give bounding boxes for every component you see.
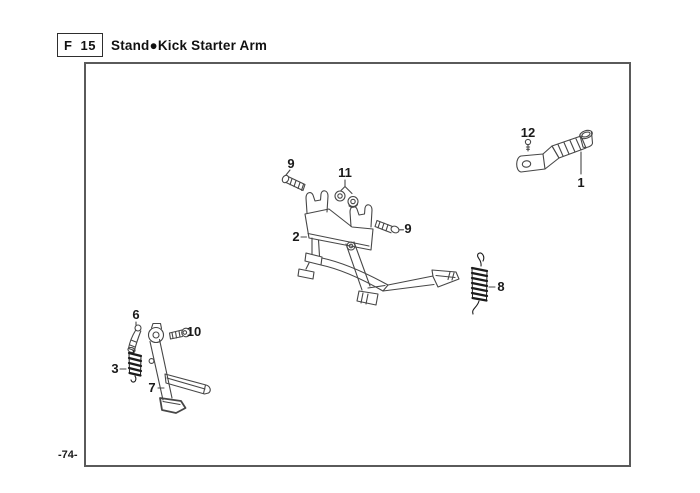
- callout-7-side-stand: 7: [148, 380, 156, 395]
- callout-6-spring-hook-link: 6: [132, 307, 140, 322]
- hex-bolt-upper-drawing: [281, 170, 305, 191]
- page-number: -74-: [58, 449, 78, 461]
- center-stand-drawing: [298, 242, 459, 305]
- hex-nuts-drawing: [335, 180, 358, 207]
- callout-11-hex-nuts: 11: [338, 165, 352, 180]
- figure-code-number: 15: [80, 37, 96, 53]
- callout-1-kick-starter-arm: 1: [577, 175, 585, 190]
- callout-3-side-stand-spring: 3: [111, 361, 119, 376]
- cotter-pin-drawing: [525, 139, 530, 151]
- hex-bolt-right-drawing: [375, 221, 404, 235]
- callout-12-cotter-pin: 12: [520, 125, 536, 140]
- figure-code-letter: F: [64, 37, 73, 53]
- callout-9-hex-bolt-right: 9: [404, 221, 412, 236]
- page-title: Stand●Kick Starter Arm: [111, 37, 268, 53]
- callout-2-main-stand-bracket: 2: [292, 229, 300, 244]
- main-stand-spring-drawing: [472, 253, 495, 314]
- side-stand-spring-drawing: [120, 351, 141, 383]
- spring-hook-link-drawing: [127, 322, 141, 353]
- callout-9-hex-bolt-upper: 9: [287, 156, 295, 171]
- callout-10-pivot-bolt: 10: [186, 324, 202, 339]
- callout-8-main-stand-spring: 8: [497, 279, 505, 294]
